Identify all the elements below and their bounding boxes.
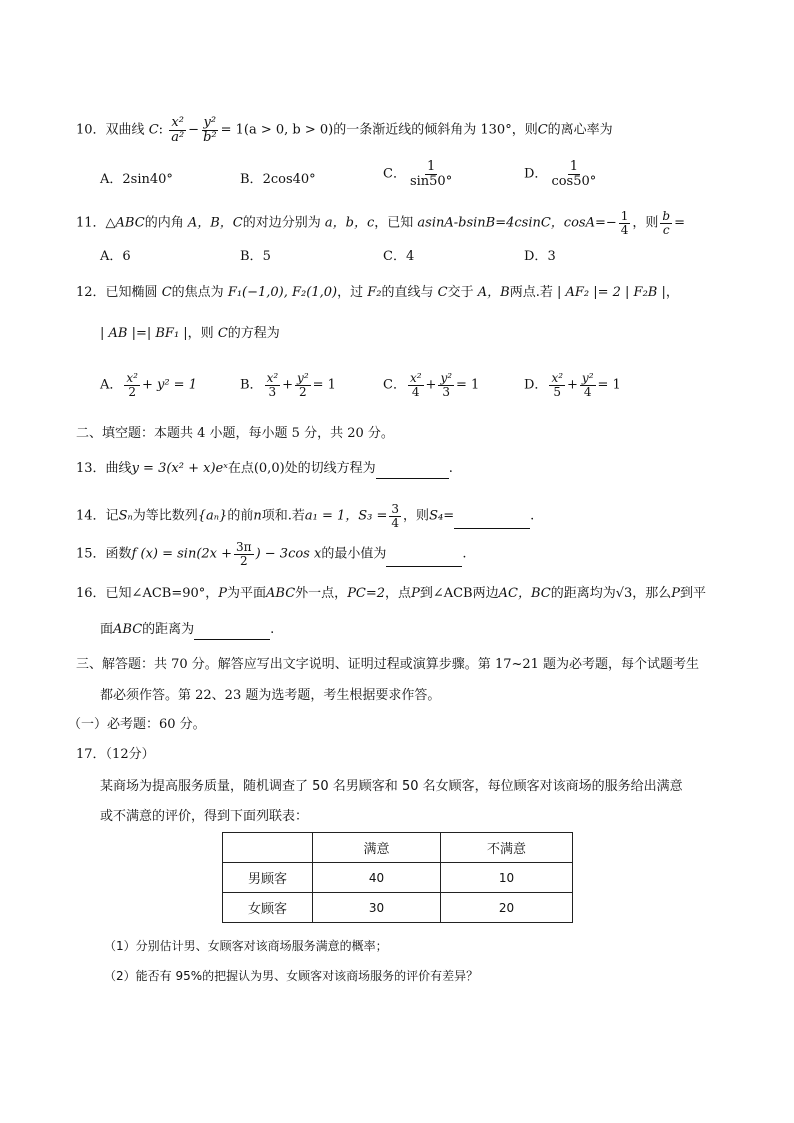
q15-text: 的最小值为 [321, 546, 387, 562]
q17-subquestion-1: （1）分别估计男、女顾客对该商场服务满意的概率； [104, 939, 388, 953]
option-text: 3 [547, 249, 556, 264]
q16-answer-blank[interactable] [194, 625, 270, 640]
q12-text: F₁(−1,0), F₂(1,0) [227, 285, 338, 300]
q16-text: 为平面 [227, 586, 267, 601]
option-text: 2sin40° [122, 172, 173, 187]
q14-text: ，则 [403, 508, 430, 524]
q12-text: 的方程为 [227, 326, 280, 341]
option-frac-num: y² [581, 371, 594, 385]
option-frac-den: sin50° [409, 173, 453, 189]
option-label: A． [100, 249, 123, 264]
option-text: = 1 [456, 377, 480, 393]
q13-period: . [448, 461, 453, 476]
q11-option-b [240, 247, 271, 267]
q13-formula: y = 3(x² + x)eˣ [131, 461, 228, 476]
q10-text: 双曲线 [105, 122, 145, 138]
contingency-table [222, 832, 573, 923]
q10-option-c [383, 160, 456, 188]
q16-sqrt: √3 [615, 586, 633, 601]
option-label: D． [524, 249, 548, 264]
option-text: = 1 [597, 377, 621, 393]
q13-answer-blank[interactable] [376, 464, 449, 479]
option-label: B． [240, 172, 263, 187]
q14-seq: {aₙ} [197, 508, 228, 524]
q16-text: 到平 [680, 586, 707, 601]
q12-text: C [437, 285, 448, 300]
option-label: A． [100, 172, 123, 187]
q15-frac-den: 2 [239, 553, 248, 568]
option-label: C． [383, 166, 406, 182]
option-text: + [282, 377, 294, 393]
q14-text: 为等比数列 [132, 508, 198, 524]
q10-frac-x [169, 116, 186, 144]
q10-option-b [240, 170, 316, 190]
option-label: D． [524, 166, 548, 182]
q12-text: 的直线与 [381, 285, 434, 300]
option-text: = 1 [312, 377, 336, 393]
table-cell: 10 [441, 863, 573, 893]
option-frac [295, 372, 311, 398]
q13-point: (0,0) [253, 461, 285, 476]
section-fill-blank-heading: 二、填空题：本题共 4 小题，每小题 5 分，共 20 分。 [76, 426, 394, 441]
q11-text: 的对边分别为 [242, 215, 321, 231]
option-text: 4 [405, 249, 415, 264]
q10-condition: = 1(a > 0, b > 0) [220, 122, 334, 138]
option-frac-den: 4 [583, 384, 592, 399]
option-frac-den: 5 [553, 384, 562, 399]
q11-text: asinA-bsinB=4csinC，cosA=− [417, 215, 617, 231]
q16-var: AC，BC [498, 586, 551, 601]
option-label: B． [240, 249, 263, 264]
q12-option-b [240, 372, 336, 398]
q12-text: C [161, 285, 172, 300]
option-label: C． [383, 377, 406, 393]
q17-header [76, 745, 155, 765]
q11-frac-bc-den: c [662, 222, 670, 237]
table-cell: 30 [313, 893, 441, 923]
q12-option-a [100, 372, 197, 398]
q16-text: 已知∠ACB=90°， [105, 586, 219, 601]
q12-option-d [524, 372, 621, 398]
q17-number: 17． [76, 747, 106, 762]
option-label: C． [383, 249, 406, 264]
q10-frac-x-den: a² [171, 129, 185, 145]
option-text: + [425, 377, 437, 393]
q12-text: 交于 [447, 285, 474, 300]
q14-text: 项和.若 [261, 508, 305, 524]
q14-answer-blank[interactable] [454, 514, 530, 529]
q12-text: ， [665, 285, 679, 300]
q14-frac-den: 4 [391, 515, 400, 530]
option-frac [265, 372, 281, 398]
q12-text: 已知椭圆 [105, 285, 158, 300]
q11-frac [619, 210, 631, 236]
option-frac [408, 372, 424, 398]
q13-text: 在点 [227, 461, 254, 476]
q15-text: 函数 [105, 546, 132, 562]
q10-frac-y-den: b² [203, 129, 217, 145]
q11-frac-num: 1 [620, 209, 629, 223]
option-text: + [567, 377, 578, 393]
q14-equals: = [443, 508, 455, 524]
q11-frac-bc-num: b [662, 209, 671, 223]
q16-period: . [270, 622, 275, 637]
q11-text: △ABC [105, 215, 145, 231]
q14-var-n: n [253, 508, 262, 524]
q12-text: F₂ [367, 285, 382, 300]
q11-frac-bc [660, 210, 672, 236]
option-frac-num: 1 [569, 159, 578, 174]
option-text: 5 [262, 249, 271, 264]
q17-paragraph-line2: 或不满意的评价，得到下面列联表： [100, 809, 309, 824]
q15-stem [76, 541, 466, 567]
option-frac [408, 160, 454, 188]
q12-text: | AF₂ |= 2 | F₂B | [556, 285, 666, 300]
table-cell: 男顾客 [223, 863, 313, 893]
option-frac [438, 372, 454, 398]
q14-number: 14． [76, 508, 106, 524]
q15-frac [234, 541, 254, 567]
table-cell: 40 [313, 863, 441, 893]
option-frac-den: 3 [268, 384, 277, 399]
q11-text: ，已知 [374, 215, 414, 231]
q16-var: P [411, 586, 420, 601]
q10-var-c: C [537, 122, 548, 138]
option-frac-den: 3 [442, 384, 451, 399]
option-frac-num: y² [440, 371, 453, 385]
q16-number: 16． [76, 586, 106, 601]
q14-var-s4: S₄ [429, 508, 444, 524]
section-solution-heading-line2: 都必须作答。第 22、23 题为选考题，考生根据要求作答。 [100, 688, 441, 703]
q16-var: ABC [266, 586, 296, 601]
q16-text: 两边 [472, 586, 499, 601]
q13-stem [76, 459, 453, 479]
q16-var: P [218, 586, 228, 601]
q13-text: 曲线 [105, 461, 132, 476]
q11-text: ，则 [632, 215, 659, 231]
option-frac-den: 4 [411, 384, 420, 399]
q10-stem [76, 116, 613, 144]
table-cell: 女顾客 [223, 893, 313, 923]
q12-text: | AB |=| BF₁ | [100, 326, 188, 341]
option-frac-num: x² [266, 371, 279, 385]
q14-formula: a₁ = 1，S₃ = [304, 508, 388, 524]
q12-text: 两点.若 [509, 285, 553, 300]
q10-option-d [524, 160, 600, 188]
q15-formula: f (x) = sin(2x + [131, 546, 233, 562]
option-frac-num: y² [297, 371, 309, 385]
q10-frac-y-num: y² [203, 115, 217, 130]
q13-text: 处的切线方程为 [284, 461, 376, 476]
q10-frac-y [201, 116, 219, 144]
q14-frac [389, 503, 401, 529]
option-label: B． [240, 377, 263, 393]
q10-text-d: 的离心率为 [547, 122, 613, 138]
q12-option-c [383, 372, 479, 398]
q12-text: ，则 [187, 326, 214, 341]
table-row [223, 863, 573, 893]
q12-text: C [217, 326, 228, 341]
table-row [223, 893, 573, 923]
table-cell: 20 [441, 893, 573, 923]
q10-text-b: 的一条渐近线的倾斜角为 130°，则 [333, 122, 538, 138]
option-text: 6 [122, 249, 131, 264]
q10-colon: : [158, 122, 164, 138]
option-frac-num: x² [409, 371, 422, 385]
q16-var: ABC [113, 622, 143, 637]
option-frac-num: 1 [426, 159, 436, 174]
option-frac-den: cos50° [551, 173, 597, 189]
q11-text: a，b，c [324, 215, 375, 231]
q14-stem [76, 503, 534, 529]
option-label: D． [524, 377, 548, 393]
q14-text: 记 [105, 508, 119, 524]
q14-var: Sₙ [118, 508, 133, 524]
q11-frac-den: 4 [620, 222, 629, 237]
option-frac [124, 372, 140, 398]
q10-var: C [148, 122, 159, 138]
q16-text: 的距离为 [142, 622, 195, 637]
q14-text: 的前 [227, 508, 254, 524]
q12-text: ，过 [337, 285, 364, 300]
q15-answer-blank[interactable] [386, 552, 462, 567]
required-questions-heading: （一）必考题：60 分。 [68, 717, 206, 732]
q11-option-c [383, 247, 414, 267]
option-frac [580, 372, 596, 398]
q16-text: 的距离均为 [550, 586, 616, 601]
q10-number: 10． [76, 122, 106, 138]
q12-stem-line2 [100, 324, 280, 344]
q11-option-d [524, 247, 556, 267]
q10-frac-x-num: x² [171, 115, 184, 130]
option-frac-den: 2 [128, 384, 136, 399]
q15-formula-b: ) − 3cos x [255, 546, 322, 562]
q16-text: ，那么 [632, 586, 672, 601]
option-frac-den: 2 [299, 384, 307, 399]
q15-frac-num: 3π [236, 540, 252, 554]
q11-text: A，B，C [187, 215, 243, 231]
option-text: 2cos40° [262, 172, 316, 187]
q11-option-a [100, 247, 131, 267]
q16-var: PC=2 [347, 586, 386, 601]
q13-number: 13． [76, 461, 106, 476]
option-label: A． [100, 377, 123, 393]
option-frac-num: x² [126, 371, 138, 385]
table-header-cell [223, 833, 313, 863]
q11-number: 11． [76, 215, 106, 231]
q12-stem-line1 [76, 283, 679, 303]
q16-text: 外一点， [295, 586, 348, 601]
q14-period: . [530, 508, 535, 524]
section-solution-heading-line1: 三、解答题：共 70 分。解答应写出文字说明、证明过程或演算步骤。第 17~21 题为必考题，每个试题考生 [76, 657, 700, 672]
q16-text: ，点 [385, 586, 412, 601]
q16-stem-line1 [76, 584, 706, 604]
q10-minus: − [188, 122, 200, 138]
q10-option-a [100, 170, 173, 190]
q16-text: 面 [100, 622, 114, 637]
q16-var: P [671, 586, 681, 601]
q11-stem [76, 210, 685, 236]
q15-number: 15． [76, 546, 106, 562]
option-frac [549, 372, 565, 398]
table-header-cell: 满意 [313, 833, 441, 863]
option-frac [549, 160, 598, 188]
q17-score: （12分） [105, 747, 155, 762]
q17-subquestion-2: （2）能否有 95%的把握认为男、女顾客对该商场服务的评价有差异？ [104, 969, 479, 983]
q12-text: A，B [477, 285, 510, 300]
table-header-row [223, 833, 573, 863]
table-header-cell: 不满意 [441, 833, 573, 863]
q14-frac-num: 3 [391, 502, 400, 516]
q12-text: 的焦点为 [171, 285, 224, 300]
q12-number: 12． [76, 285, 106, 300]
q16-stem-line2 [100, 620, 274, 640]
q16-text: 到∠ACB [419, 586, 473, 601]
q11-text: 的内角 [144, 215, 184, 231]
q11-text: = [674, 215, 686, 231]
q15-period: . [462, 546, 467, 562]
q17-paragraph-line1: 某商场为提高服务质量，随机调查了 50 名男顾客和 50 名女顾客，每位顾客对该商场的服务给出满意 [100, 779, 683, 794]
option-text: + y² = 1 [141, 377, 197, 393]
option-frac-num: x² [551, 371, 564, 385]
